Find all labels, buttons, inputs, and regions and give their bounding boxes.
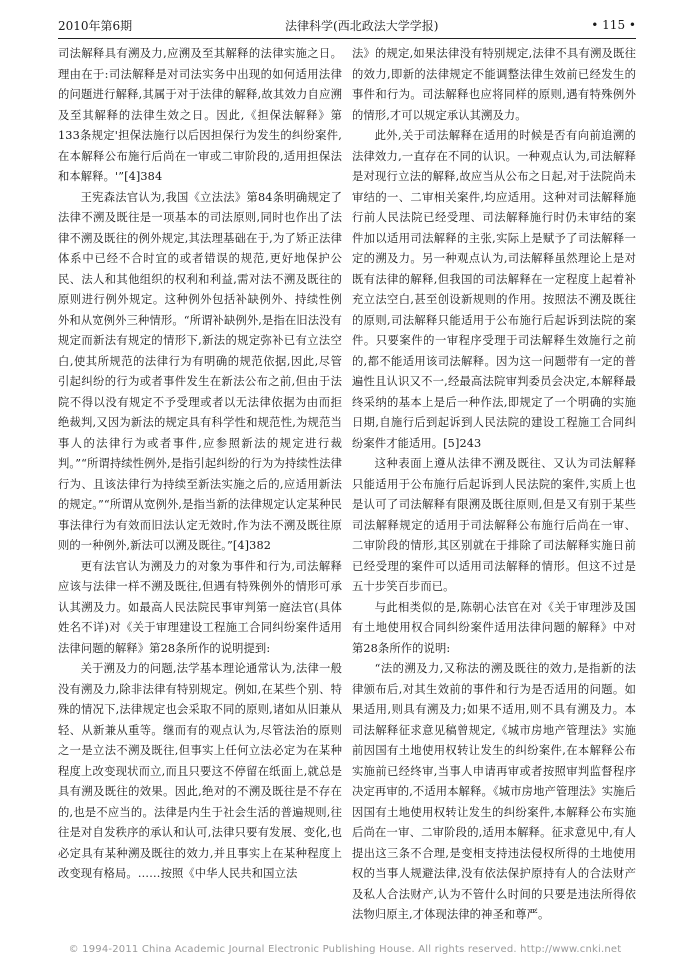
page-header — [58, 14, 636, 36]
paragraph: 更有法官认为溯及力的对象为事件和行为,司法解释应该与法律一样不溯及既往,但遇有特殊例外的情形可承认其溯及力。如最高人民法院民事审判第一庭法官(具体姓名不详)对《关于审理建设工程施工合同纠纷案件适用法律问题的解释》第28条所作的说明提到: — [58, 559, 342, 655]
paragraph: 法》的规定,如果法律没有特别规定,法律不具有溯及既往的效力,即新的法律规定不能调整法律生效前已经发生的事件和行为。司法解释也应将同样的原则,遇有特殊例外的情形,才可以规定承认其溯及力。 — [352, 47, 636, 122]
paragraph: 此外,关于司法解释在适用的时候是否有向前追溯的法律效力,一直存在不同的认识。一种观点认为,司法解释是对现行立法的解释,故应当从公布之日起,对于法院尚未审结的一、二审相关案件,均应适用。这种对司法解释施行前人民法院已经受理、司法解释施行时仍未审结的案件加以适用司法解释的主张,实际上是赋予了司法解释一定的溯及力。另一种观点认为,司法解释虽然理论上是对既有法律的解释,但我国的司法解释在一定程度上起着补充立法空白,甚至创设新规则的作用。按照法不溯及既往的原则,司法解释只能适用于公布施行后起诉到法院的案件。只要案件的一审程序受理于司法解释生效施行之前的,都不能适用该司法解释。因为这一问题带有一定的普遍性且认识又不一,经最高法院审判委员会决定,本解释最终采纳的基本上是后一种作法,即规定了一个明确的实施日期,自施行后到起诉到人民法院的建设工程施工合同纠纷案件才能适用。[5]243 — [352, 129, 636, 450]
right-column — [352, 44, 636, 921]
paragraph: 这种表面上遵从法律不溯及既往、又认为司法解释只能适用于公布施行后起诉到人民法院的案件,实质上也是认可了司法解释有限溯及既往原则,但是又有别于某些司法解释规定的适用于司法解释公布施行后尚在一审、二审阶段的情形,其区别就在于排除了司法解释实施日前已经受理的案件可以适用司法解释的情形。但这不过是五十步笑百步而已。 — [352, 457, 636, 593]
paragraph: 王宪森法官认为,我国《立法法》第84条明确规定了法律不溯及既往是一项基本的司法原则,同时也作出了法律不溯及既往的例外规定,其法理基础在于,为了矫正法律体系中已经不合时宜的或者错误的规范,更好地保护公民、法人和其他组织的权利和利益,需对法不溯及既往的原则进行例外规定。这种例外包括补缺例外、持续性例外和从宽例外三种情形。“所谓补缺例外,是指在旧法没有规定而新法有规定的情形下,新法的规定弥补已有立法空白,使其所规范的法律行为有明确的规范依据,因此,尽管引起纠纷的行为或者事件发生在新法公布之前,但由于法院不得以没有规定不予受理或者以无法律依据为由而拒绝裁判,又因为新法的规定具有科学性和规范性,为规范当事人的法律行为或者事件,应参照新法的规定进行裁判。”“所谓持续性例外,是指引起纠纷的行为为持续性法律行为、且该法律行为持续至新法实施之后的,应适用新法的规定。”“所谓从宽例外,是指当新的法律规定认定某种民事法律行为有效而旧法认定无效时,作为法不溯及既往原则的一种例外,新法可以溯及既往。”[4]382 — [58, 190, 342, 552]
header-divider — [58, 38, 636, 39]
paragraph: “法的溯及力,又称法的溯及既往的效力,是指新的法律颁布后,对其生效前的事件和行为是否适用的问题。如果适用,则具有溯及力;如果不适用,则不具有溯及力。本司法解释征求意见稿曾规定,《城市房地产管理法》实施前因国有土地使用权转让发生的纠纷案件,在本解释公布实施前已经终审,当事人申请再审或者按照审判监督程序决定再审的,不适用本解释。《城市房地产管理法》实施后因国有土地使用权转让发生的纠纷案件,本解释公布实施后尚在一审、二审阶段的,适用本解释。征求意见中,有人提出这三条不合理,是变相支持违法侵权所得的土地使用权的当事人规避法律,没有依法保护原持有人的合法财产及私人合法财产,认为不管什么时间的只要是违法所得依法物归原主,才体现法律的神圣和尊严。 — [352, 662, 636, 921]
paragraph: 与此相类似的是,陈朝心法官在对《关于审理涉及国有土地使用权合同纠纷案件适用法律问题的解释》中对第28条所作的说明: — [352, 600, 636, 655]
issue-label: 2010年第6期 — [58, 18, 133, 33]
paragraph: 司法解释具有溯及力,应溯及至其解释的法律实施之日。理由在于:司法解释是对司法实务中出现的如何适用法律的问题进行解释,其属于对于法律的解释,故其效力自应溯及至其解释的法律生效之日。因此,《担保法解释》第133条规定'担保法施行以后因担保行为发生的纠纷案件,在本解释公布施行后尚在一审或二审阶段的,适用担保法和本解释。'”[4]384 — [58, 47, 342, 183]
page-number: • 115 • — [591, 18, 636, 32]
left-column — [58, 44, 342, 904]
paragraph: 关于溯及力的问题,法学基本理论通常认为,法律一般没有溯及力,除非法律有特别规定。例如,在某些个别、特殊的情况下,法律规定也会采取不同的原则,诸如从旧兼从轻、从新兼从重等。继而有的观点认为,尽管法治的原则之一是立法不溯及既往,但事实上任何立法必定为在某种程度上改变现状而立,而且只要这不停留在纸面上,就总是具有溯及既往的效果。因此,绝对的不溯及既往是不存在的,也是不应当的。法律是内生于社会生活的普遍规则,往往是对自发秩序的承认和认可,法律只要有发展、变化,也必定具有某种溯及既往的效力,并且事实上在某种程度上改变现有格局。……按照《中华人民共和国立法 — [58, 662, 342, 880]
copyright-footer: © 1994-2011 China Academic Journal Electronic Publishing House. All rights reserved. http://www.cnki.net — [68, 944, 622, 955]
journal-title: 法律科学(西北政法大学学报) — [285, 18, 439, 33]
